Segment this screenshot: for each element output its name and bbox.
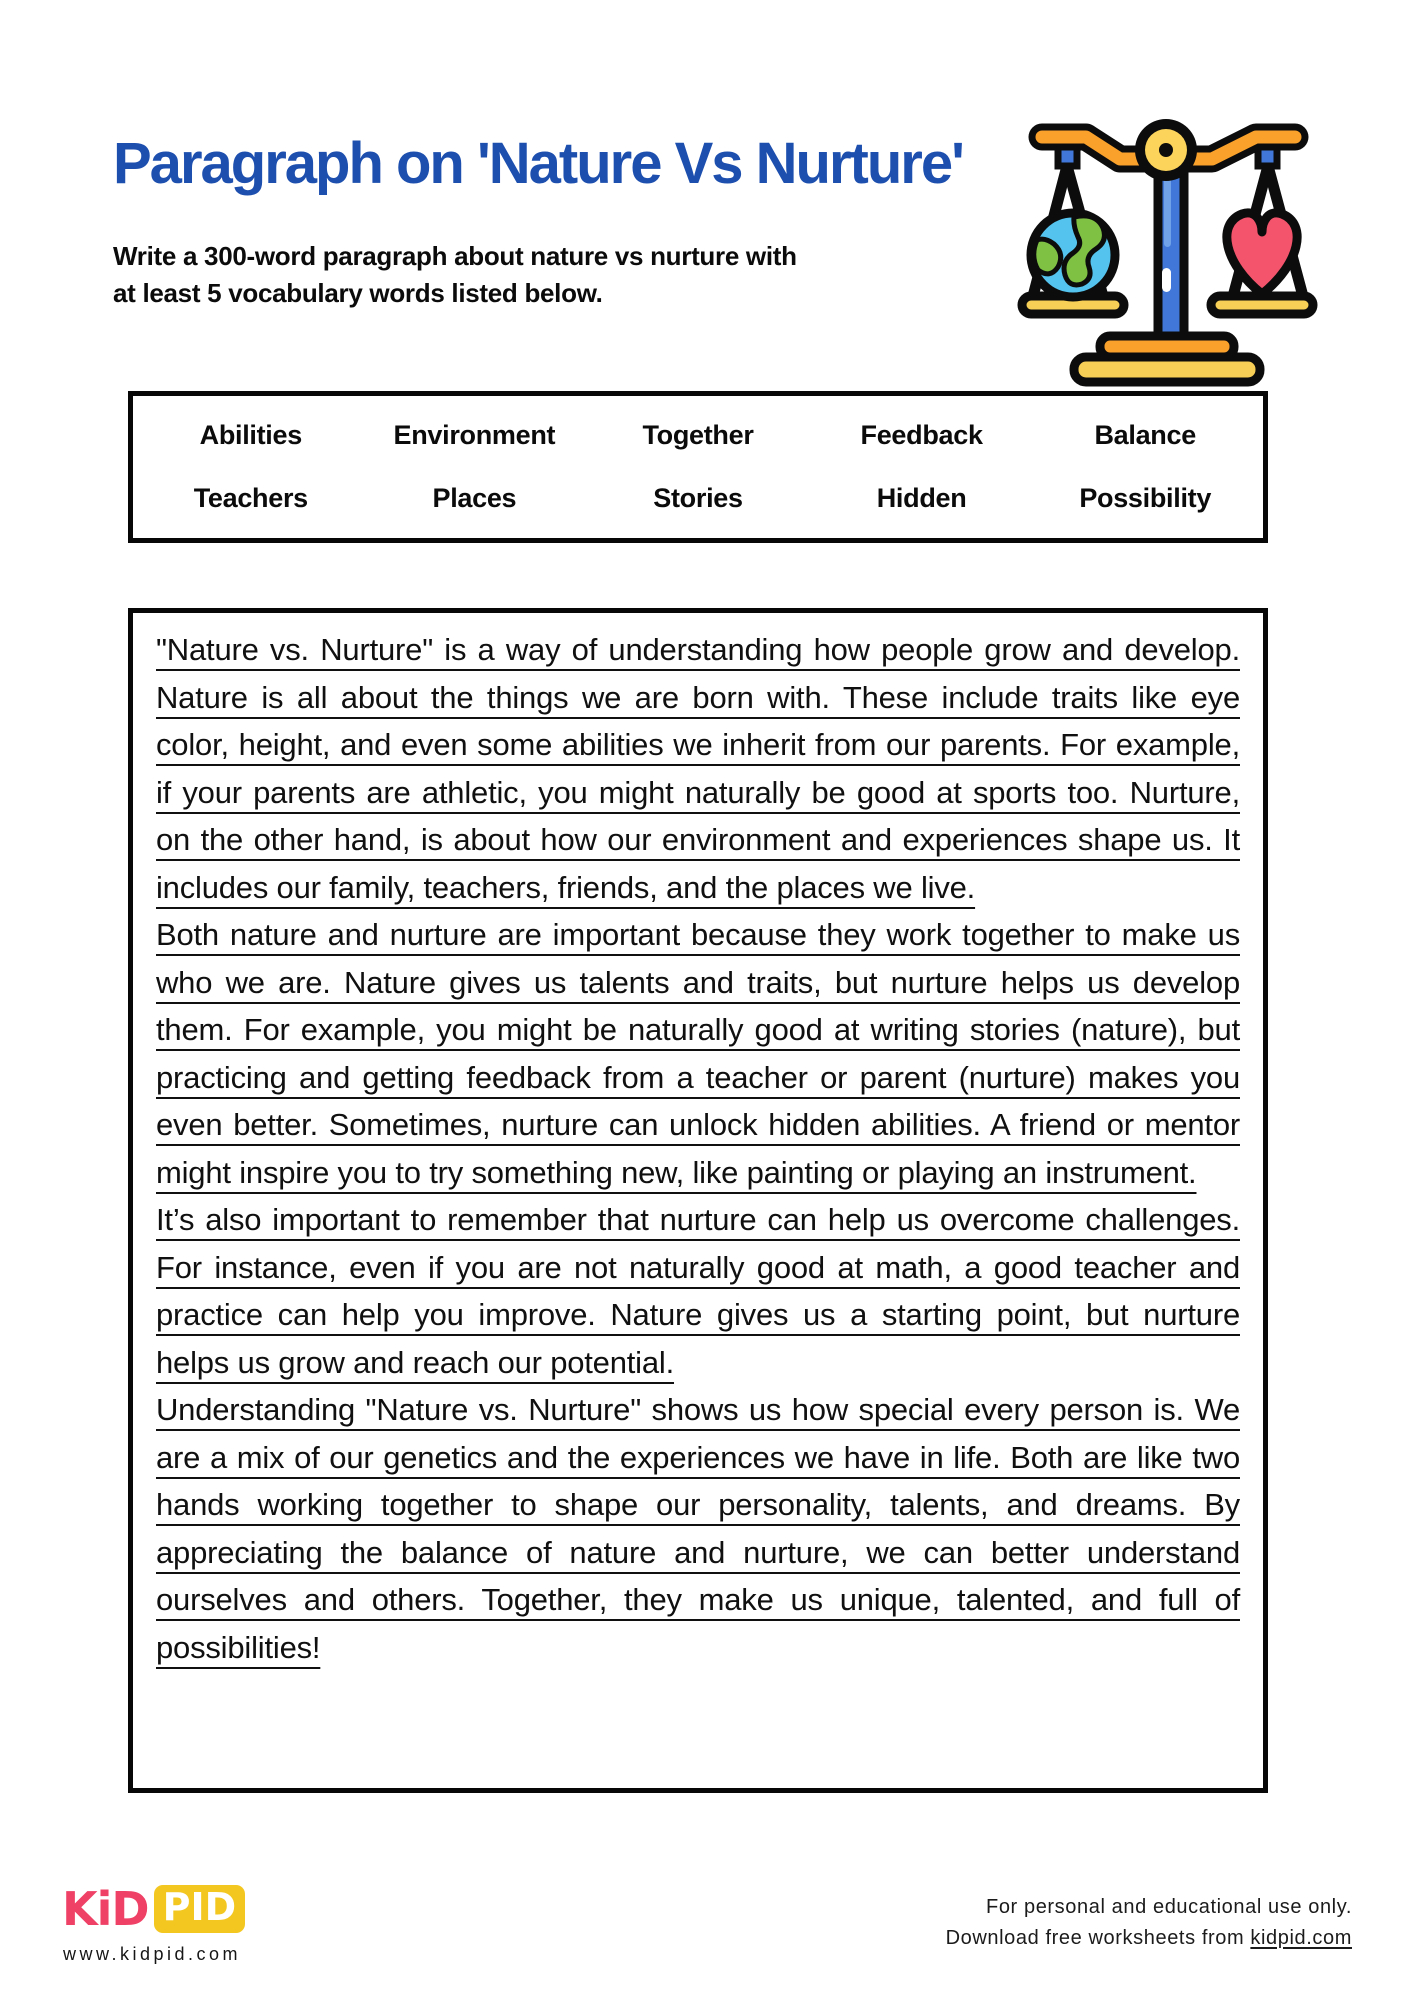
vocab-word: Balance [1094,420,1196,450]
essay-paragraph-3: It’s also important to remember that nurture can help us overcome challenges. For instance, even if you are not naturally good at math, a good teacher and practice can help you improve. Nature gives us a starting point, but nurture helps us grow and reach our potential. [156,1202,1240,1380]
usage-note-line-2 [946,1923,1352,1954]
essay-paragraph-1: "Nature vs. Nurture" is a way of understanding how people grow and develop. Nature is all about the things we are born with. These include traits like eye color, height, and even some abilities we inherit from our parents. For example, if your parents are athletic, you might naturally be good at sports too. Nurture, on the other hand, is about how our environment and experiences shape us. It includes our family, teachers, friends, and the places we live. [156,632,1240,905]
footer-site-url: www.kidpid.com [63,1944,242,1964]
balance-scale-icon [1014,80,1321,396]
footer-usage-note [946,1892,1352,1954]
kidpid-logo-kid: KiD [62,1882,149,1936]
vocab-word: Teachers [193,483,308,513]
kidpid-com-link[interactable]: kidpid.com [1250,1927,1352,1949]
vocab-word: Together [642,420,754,450]
globe-icon [1031,213,1115,297]
vocabulary-word-bank [128,391,1268,543]
essay-paragraph-4: Understanding "Nature vs. Nurture" shows us how special every person is. We are a mix of our genetics and the experiences we have in life. Both are like two hands working together to shape our personality, talents, and dreams. By appreciating the balance of nature and nurture, we can better understand ourselves and others. Together, they make us unique, talented, and full of possibilities! [156,1392,1240,1665]
vocab-word: Possibility [1079,483,1212,513]
kidpid-logo-pid-box [154,1885,246,1933]
usage-note-line-2-text: Download free worksheets from [945,1927,1251,1949]
paragraph-text-box [128,608,1268,1793]
vocab-word: Feedback [860,420,983,450]
vocab-word: Hidden [876,483,967,513]
vocab-word: Environment [393,420,556,450]
kidpid-logo [62,1882,245,1936]
usage-note-line-1: For personal and educational use only. [986,1896,1352,1918]
vocab-word: Places [432,483,517,513]
kidpid-logo-pid: PID [162,1885,237,1929]
essay-paragraph-2: Both nature and nurture are important because they work together to make us who we are. Nature gives us talents and traits, but nurture helps us develop them. For example, you might be naturally good at writing stories (nature), but practicing and getting feedback from a teacher or parent (nurture) makes you even better. Sometimes, nurture can unlock hidden abilities. A friend or mentor might inspire you to try something new, like painting or playing an instrument. [156,917,1240,1190]
scale-base-bottom [1074,357,1260,382]
vocab-word: Stories [653,483,743,513]
subtitle-line-2: at least 5 vocabulary words listed below. [113,278,603,308]
scale-pan-right [1211,296,1313,314]
page-subtitle [113,238,797,312]
subtitle-line-1: Write a 300-word paragraph about nature vs nurture with [113,241,797,271]
page-title: Paragraph on 'Nature Vs Nurture' [113,131,963,196]
vocab-word: Abilities [199,420,302,450]
